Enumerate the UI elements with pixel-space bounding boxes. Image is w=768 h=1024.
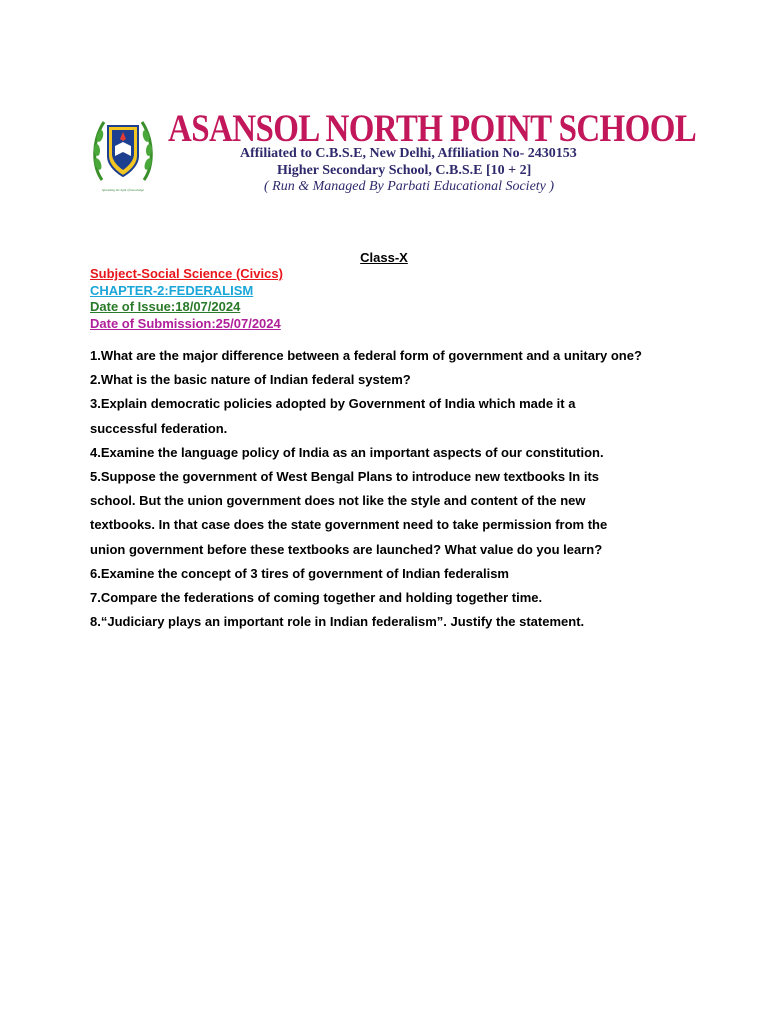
question-line: 6.Examine the concept of 3 tires of government of Indian federalism bbox=[90, 565, 509, 581]
question-list bbox=[90, 344, 690, 634]
society-text: ( Run & Managed By Parbati Educational Society ) bbox=[264, 179, 555, 194]
school-header bbox=[90, 108, 697, 218]
question-line: 3.Explain democratic policies adopted by Government of India which made it a bbox=[90, 396, 576, 412]
question-line: 7.Compare the federations of coming together and holding together time. bbox=[90, 589, 543, 605]
issue-date-line: Date of Issue:18/07/2024 bbox=[90, 299, 241, 314]
question-line: 1.What are the major difference between a federal form of government and a unitary one? bbox=[90, 348, 642, 363]
submission-date-line: Date of Submission:25/07/2024 bbox=[90, 316, 281, 331]
shield-icon bbox=[108, 126, 138, 176]
chapter-line: CHAPTER-2:FEDERALISM bbox=[90, 283, 254, 298]
question-line: 4.Examine the language policy of India as an important aspects of our constitution. bbox=[90, 444, 604, 460]
school-level-text: Higher Secondary School, C.B.S.E [10 + 2] bbox=[277, 163, 532, 178]
question-line: 2.What is the basic nature of Indian federal system? bbox=[90, 372, 411, 388]
subject-line: Subject-Social Science (Civics) bbox=[90, 266, 283, 281]
question-line: successful federation. bbox=[90, 420, 228, 436]
school-logo bbox=[90, 110, 156, 194]
question-line: 5.Suppose the government of West Bengal Plans to introduce new textbooks In its bbox=[90, 468, 599, 484]
question-line: 8.“Judiciary plays an important role in Indian federalism”. Justify the statement. bbox=[90, 614, 585, 630]
logo-motto: Spreading the light of knowledge bbox=[101, 188, 145, 192]
question-line: textbooks. In that case does the state government need to take permission from the bbox=[90, 517, 608, 533]
question-line: union government before these textbooks are launched? What value do you learn? bbox=[90, 541, 603, 557]
class-title: Class-X bbox=[360, 250, 408, 265]
question-line: school. But the union government does not like the style and content of the new bbox=[90, 493, 586, 509]
school-name: ASANSOL NORTH POINT SCHOOL bbox=[168, 108, 697, 151]
affiliation-text: Affiliated to C.B.S.E, New Delhi, Affiliation No- 2430153 bbox=[240, 146, 577, 161]
